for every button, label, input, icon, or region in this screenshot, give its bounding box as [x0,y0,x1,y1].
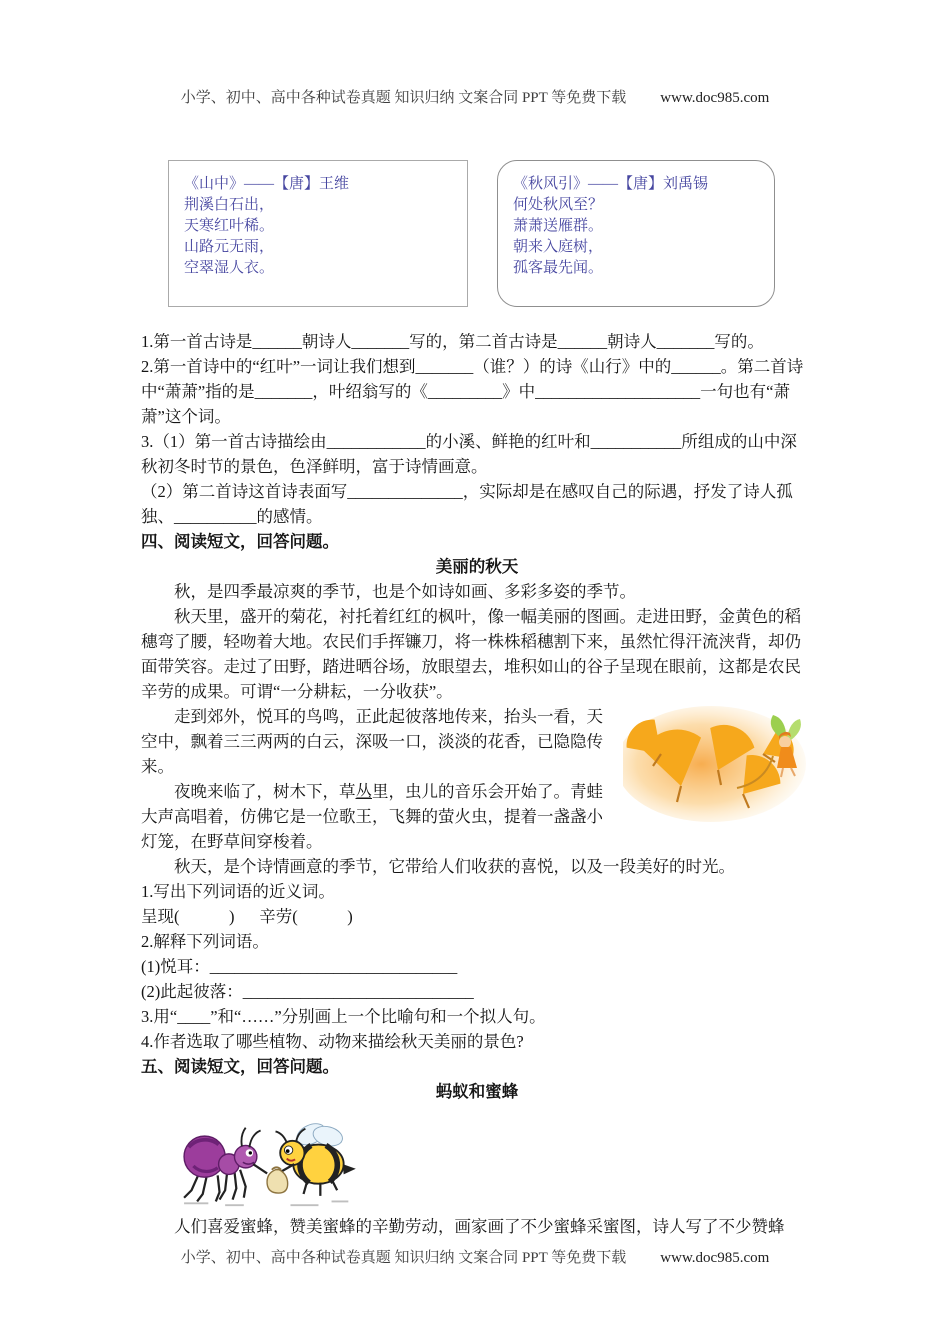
ant-and-bee-image [169,1110,369,1208]
bee-figure [267,1119,356,1195]
reading-question-1: 1.写出下列词语的近义词。 [141,882,335,901]
essay-1-title: 美丽的秋天 [435,557,519,576]
ant-and-bee-illustration [169,1110,369,1208]
reading-question-2: 2.解释下列词语。 [141,932,269,951]
essay-paragraph-5: 秋天，是个诗情画意的季节，它带给人们收获的喜悦，以及一段美好的时光。 [174,857,735,876]
essay-paragraph-3: 走到郊外，悦耳的鸟鸣，正此起彼落地传来，抬头一看，天空中，飘着三三两两的白云，深吸一口，淡淡的花香，已隐隐传来。 [141,707,603,776]
poem-line: 何处秋风至？ [513,197,604,213]
footer-text: 小学、初中、高中各种试卷真题 知识归纳 文案合同 PPT 等免费下载 [180,1250,627,1266]
section-4-heading: 四、阅读短文，回答问题。 [141,532,339,551]
essay-2-paragraph: 人们喜爱蜜蜂，赞美蜜蜂的辛勤劳动，画家画了不少蜜蜂采蜜图，诗人写了不少赞蜂 [174,1217,785,1236]
reading-question-3: 3.用“____”和“……”分别画上一个比喻句和一个拟人句。 [141,1007,546,1026]
poem-line: 萧萧送雁群。 [513,218,604,234]
poem-line: 空翠湿人衣。 [184,260,275,276]
poem-line: 朝来入庭树， [513,239,604,255]
paragraph-4-segment: 里，虫儿的音乐会开始了。青蛙大声高唱着，仿佛它是一位歌王，飞舞的萤火虫，提着一盏盏小灯笼，在野草间穿梭着。 [141,782,603,851]
poem-line: 山路元无雨， [184,239,275,255]
poem-row [168,160,813,307]
essay-paragraph-1: 秋，是四季最凉爽的季节，也是个如诗如画、多彩多姿的季节。 [174,582,636,601]
question-1: 1.第一首古诗是______朝诗人_______写的，第二首古诗是______朝诗人_______写的。 [141,332,764,351]
page-footer [0,1246,950,1267]
essay-wrap-block [141,704,813,854]
poem-box-qiufengyin [497,160,775,307]
worksheet-content [141,160,813,1239]
ant-figure [184,1128,267,1202]
question-3-1: 3.（1）第一首古诗描绘由____________的小溪、鲜艳的红叶和___________所组成的山中深秋初冬时节的景色，色泽鲜明，富于诗情画意。 [141,432,797,476]
question-2: 2.第一首诗中的“红叶”一词让我们想到_______（谁？）的诗《山行》中的______。第二首诗中“萧萧”指的是_______，叶绍翁写的《_________》中____________________一句也有“萧萧”这个词。 [141,357,804,426]
question-3-2: （2）第二首诗这首诗表面写______________，实际却是在感叹自己的际遇，抒发了诗人孤独、__________的感情。 [141,482,793,526]
reading-synonyms-line: 呈现( ) 辛劳( ) [141,907,353,926]
essay-paragraph-2: 秋天里，盛开的菊花，衬托着红红的枫叶，像一幅美丽的图画。走进田野，金黄色的稻穗弯了腰，轻吻着大地。农民们手挥镰刀，将一株株稻穗割下来，虽然忙得汗流浃背，却仍面带笑容。走过了田野，踏进晒谷场，放眼望去，堆积如山的谷子呈现在眼前，这都是农民辛劳的成果。可谓“一分耕耘，一分收获”。 [141,607,801,701]
page-header [0,86,950,107]
header-url-link[interactable]: www.doc985.com [660,90,770,106]
paragraph-4-segment: 夜晚来临了，树木下，草 [174,782,356,801]
reading-question-2-2: (2)此起彼落：____________________________ [141,982,474,1001]
section-5-heading: 五、阅读短文，回答问题。 [141,1057,339,1076]
poem-line: 荆溪白石出， [184,197,275,213]
header-text: 小学、初中、高中各种试卷真题 知识归纳 文案合同 PPT 等免费下载 [180,90,627,106]
underlined-char: 丛 [355,782,372,801]
ginkgo-fairy-illustration [623,704,813,822]
poem-box-shanzhong [168,160,468,307]
essay-2-title: 蚂蚁和蜜蜂 [435,1082,519,1101]
poem-line: 天寒红叶稀。 [184,218,275,234]
ginkgo-fairy-image [623,704,813,822]
poem-line: 孤客最先闻。 [513,260,604,276]
reading-question-4: 4.作者选取了哪些植物、动物来描绘秋天美丽的景色? [141,1032,524,1051]
poem-title-qiufengyin: 《秋风引》——【唐】刘禹锡 [513,176,709,192]
reading-question-2-1: (1)悦耳：______________________________ [141,957,458,976]
poem-title-shanzhong: 《山中》——【唐】王维 [184,176,350,192]
footer-url-link[interactable]: www.doc985.com [660,1250,770,1266]
